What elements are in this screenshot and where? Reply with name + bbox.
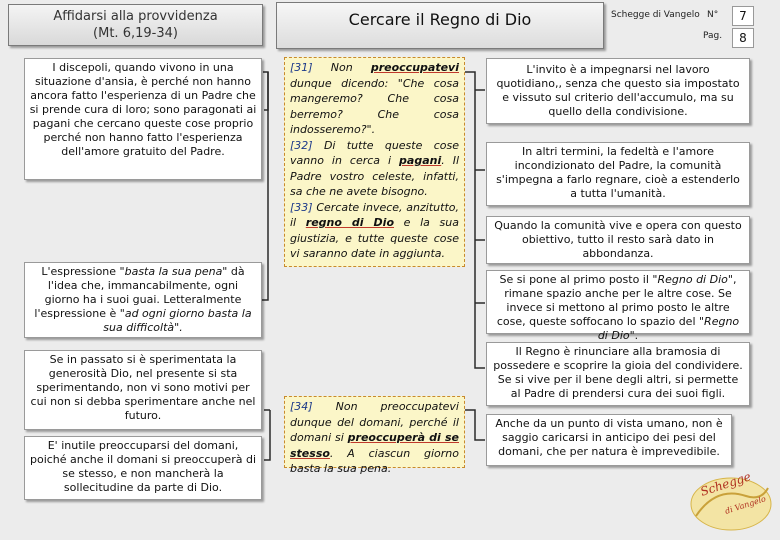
- left-note-3-text: Se in passato si è sperimentata la generosità Dio, nel presente si sta sperimentando, non vi sono motivi per cui non si debba sperimentare anche nel futuro.: [30, 353, 256, 422]
- subject-title-line1: Affidarsi alla provvidenza: [53, 9, 218, 24]
- right-note-6: [486, 414, 732, 466]
- verse-34-keyword: preoccuperà di se stesso: [290, 431, 459, 460]
- right-note-4-quote-2: "Regno di Dio": [597, 315, 740, 342]
- scripture-passage-31-33: [284, 57, 465, 267]
- logo-text-line1: Schegge: [698, 469, 753, 499]
- verse-33-text-c: e la sua giustizia, e tutte queste cose vi saranno date in aggiunta.: [290, 216, 459, 260]
- connector-left-middle: [262, 72, 268, 300]
- right-note-4-text-c: , rimane spazio anche per le altre cose. Se invece si mettono al primo posto le altre cose, queste soffocano lo spazio del: [496, 273, 737, 328]
- verse-ref-32: [32]: [290, 138, 313, 152]
- left-note-3: [24, 350, 262, 430]
- verse-31-keyword: preoccupatevi: [370, 61, 459, 74]
- verse-ref-31: [31]: [290, 61, 313, 74]
- verse-32-keyword: pagani: [399, 154, 442, 167]
- right-note-2: [486, 142, 750, 206]
- schegge-logo: [686, 466, 776, 536]
- connector-main-top: [465, 72, 485, 368]
- right-note-5: [486, 342, 750, 406]
- left-note-2: [24, 262, 262, 338]
- verse-32-text-a: Di tutte queste cose vanno in cerca i: [290, 138, 459, 167]
- right-note-4-text-e: .: [634, 329, 639, 342]
- right-note-4: [486, 270, 750, 342]
- page-label: Pag.: [703, 31, 723, 41]
- right-note-4-quote-1: "Regno di Dio": [652, 273, 733, 286]
- connector-bottom-left: [264, 410, 270, 460]
- number-value: 7: [732, 6, 754, 26]
- page-title-text: Cercare il Regno di Dio: [348, 10, 532, 29]
- scripture-passage-34: [284, 396, 465, 475]
- verse-33-keyword: regno di Dio: [305, 216, 395, 229]
- left-note-4-text: E' inutile preoccuparsi del domani, poiché anche il domani si preoccuperà di se stesso, e non mancherà la sollecitudine da parte di Dio.: [29, 439, 256, 494]
- connector-left-top: [263, 72, 268, 110]
- left-note-1-text: I discepoli, quando vivono in una situazione d'ansia, è perché non hanno ancora fatto l'esperienza di un Padre che si prende cura di loro; sono paragonati ai pagani che cercano queste cose proprio perché non hanno fatto l'esperienza dell'amore gratuito del Padre.: [29, 61, 257, 158]
- verse-34-text-c: . A ciascun giorno basta la sua pena.: [290, 446, 459, 475]
- left-note-4: [24, 436, 262, 500]
- verse-33-text-a: Cercate invece, anzitutto, il: [290, 200, 459, 229]
- connector-bottom-right: [465, 410, 485, 440]
- right-note-4-text-a: Se si pone al primo posto il: [499, 273, 653, 286]
- number-label: N°: [707, 10, 719, 20]
- verse-34-text-a: Non preoccupatevi dunque del domani, perché il domani si: [290, 400, 459, 444]
- series-label: Schegge di Vangelo: [611, 10, 700, 20]
- subject-title-line2: (Mt. 6,19-34): [93, 26, 178, 41]
- logo-text-line2: di Vangelo: [723, 494, 767, 516]
- right-note-6-text: Anche da un punto di vista umano, non è saggio caricarsi in anticipo dei pesi del domani, che per natura è imprevedibile.: [495, 417, 723, 458]
- subject-title: [8, 4, 263, 46]
- right-note-3: [486, 216, 750, 264]
- right-note-5-text: Il Regno è rinunciare alla bramosia di possedere e scoprire la gioia del condividere. Se si vive per il bene degli altri, si permette al Padre di prendersi cura dei suoi figli.: [493, 345, 743, 400]
- verse-31-text-c: dunque dicendo: "Che cosa mangeremo? Che cosa berremo? Che cosa indosseremo?".: [290, 76, 459, 136]
- page-title: [276, 2, 604, 49]
- verse-ref-33: [33]: [290, 200, 313, 214]
- verse-ref-34: [34]: [290, 400, 313, 413]
- right-note-1-text: L'invito è a impegnarsi nel lavoro quotidiano,, senza che questo sia impostato e vissuto sul criterio dell'accumulo, ma su quello della condivisione.: [496, 63, 740, 118]
- right-note-1: [486, 58, 750, 124]
- right-note-2-text: In altri termini, la fedeltà e l'amore incondizionato del Padre, la comunità s'impegna a farlo regnare, cioè a estenderlo a tutta l'umanità.: [496, 145, 740, 200]
- left-note-2-text-a: L'espressione: [41, 265, 120, 278]
- right-note-3-text: Quando la comunità vive e opera con questo obiettivo, tutto il resto sarà dato in abbondanza.: [494, 219, 742, 260]
- left-note-2-quote-2: "ad ogni giorno basta la sua difficoltà".: [103, 307, 252, 334]
- page-number-value: 8: [732, 28, 754, 48]
- left-note-1: [24, 58, 262, 180]
- left-note-2-quote-1: "basta la sua pena": [119, 265, 228, 278]
- verse-32-text-c: . Il Padre vostro celeste, infatti, sa che ne avete bisogno.: [290, 154, 460, 198]
- left-note-2-text-c: dà l'idea che, immancabilmente, ogni giorno ha i suoi guai. Letteralmente l'espressione è: [34, 265, 245, 320]
- verse-31-text-a: Non: [312, 61, 371, 74]
